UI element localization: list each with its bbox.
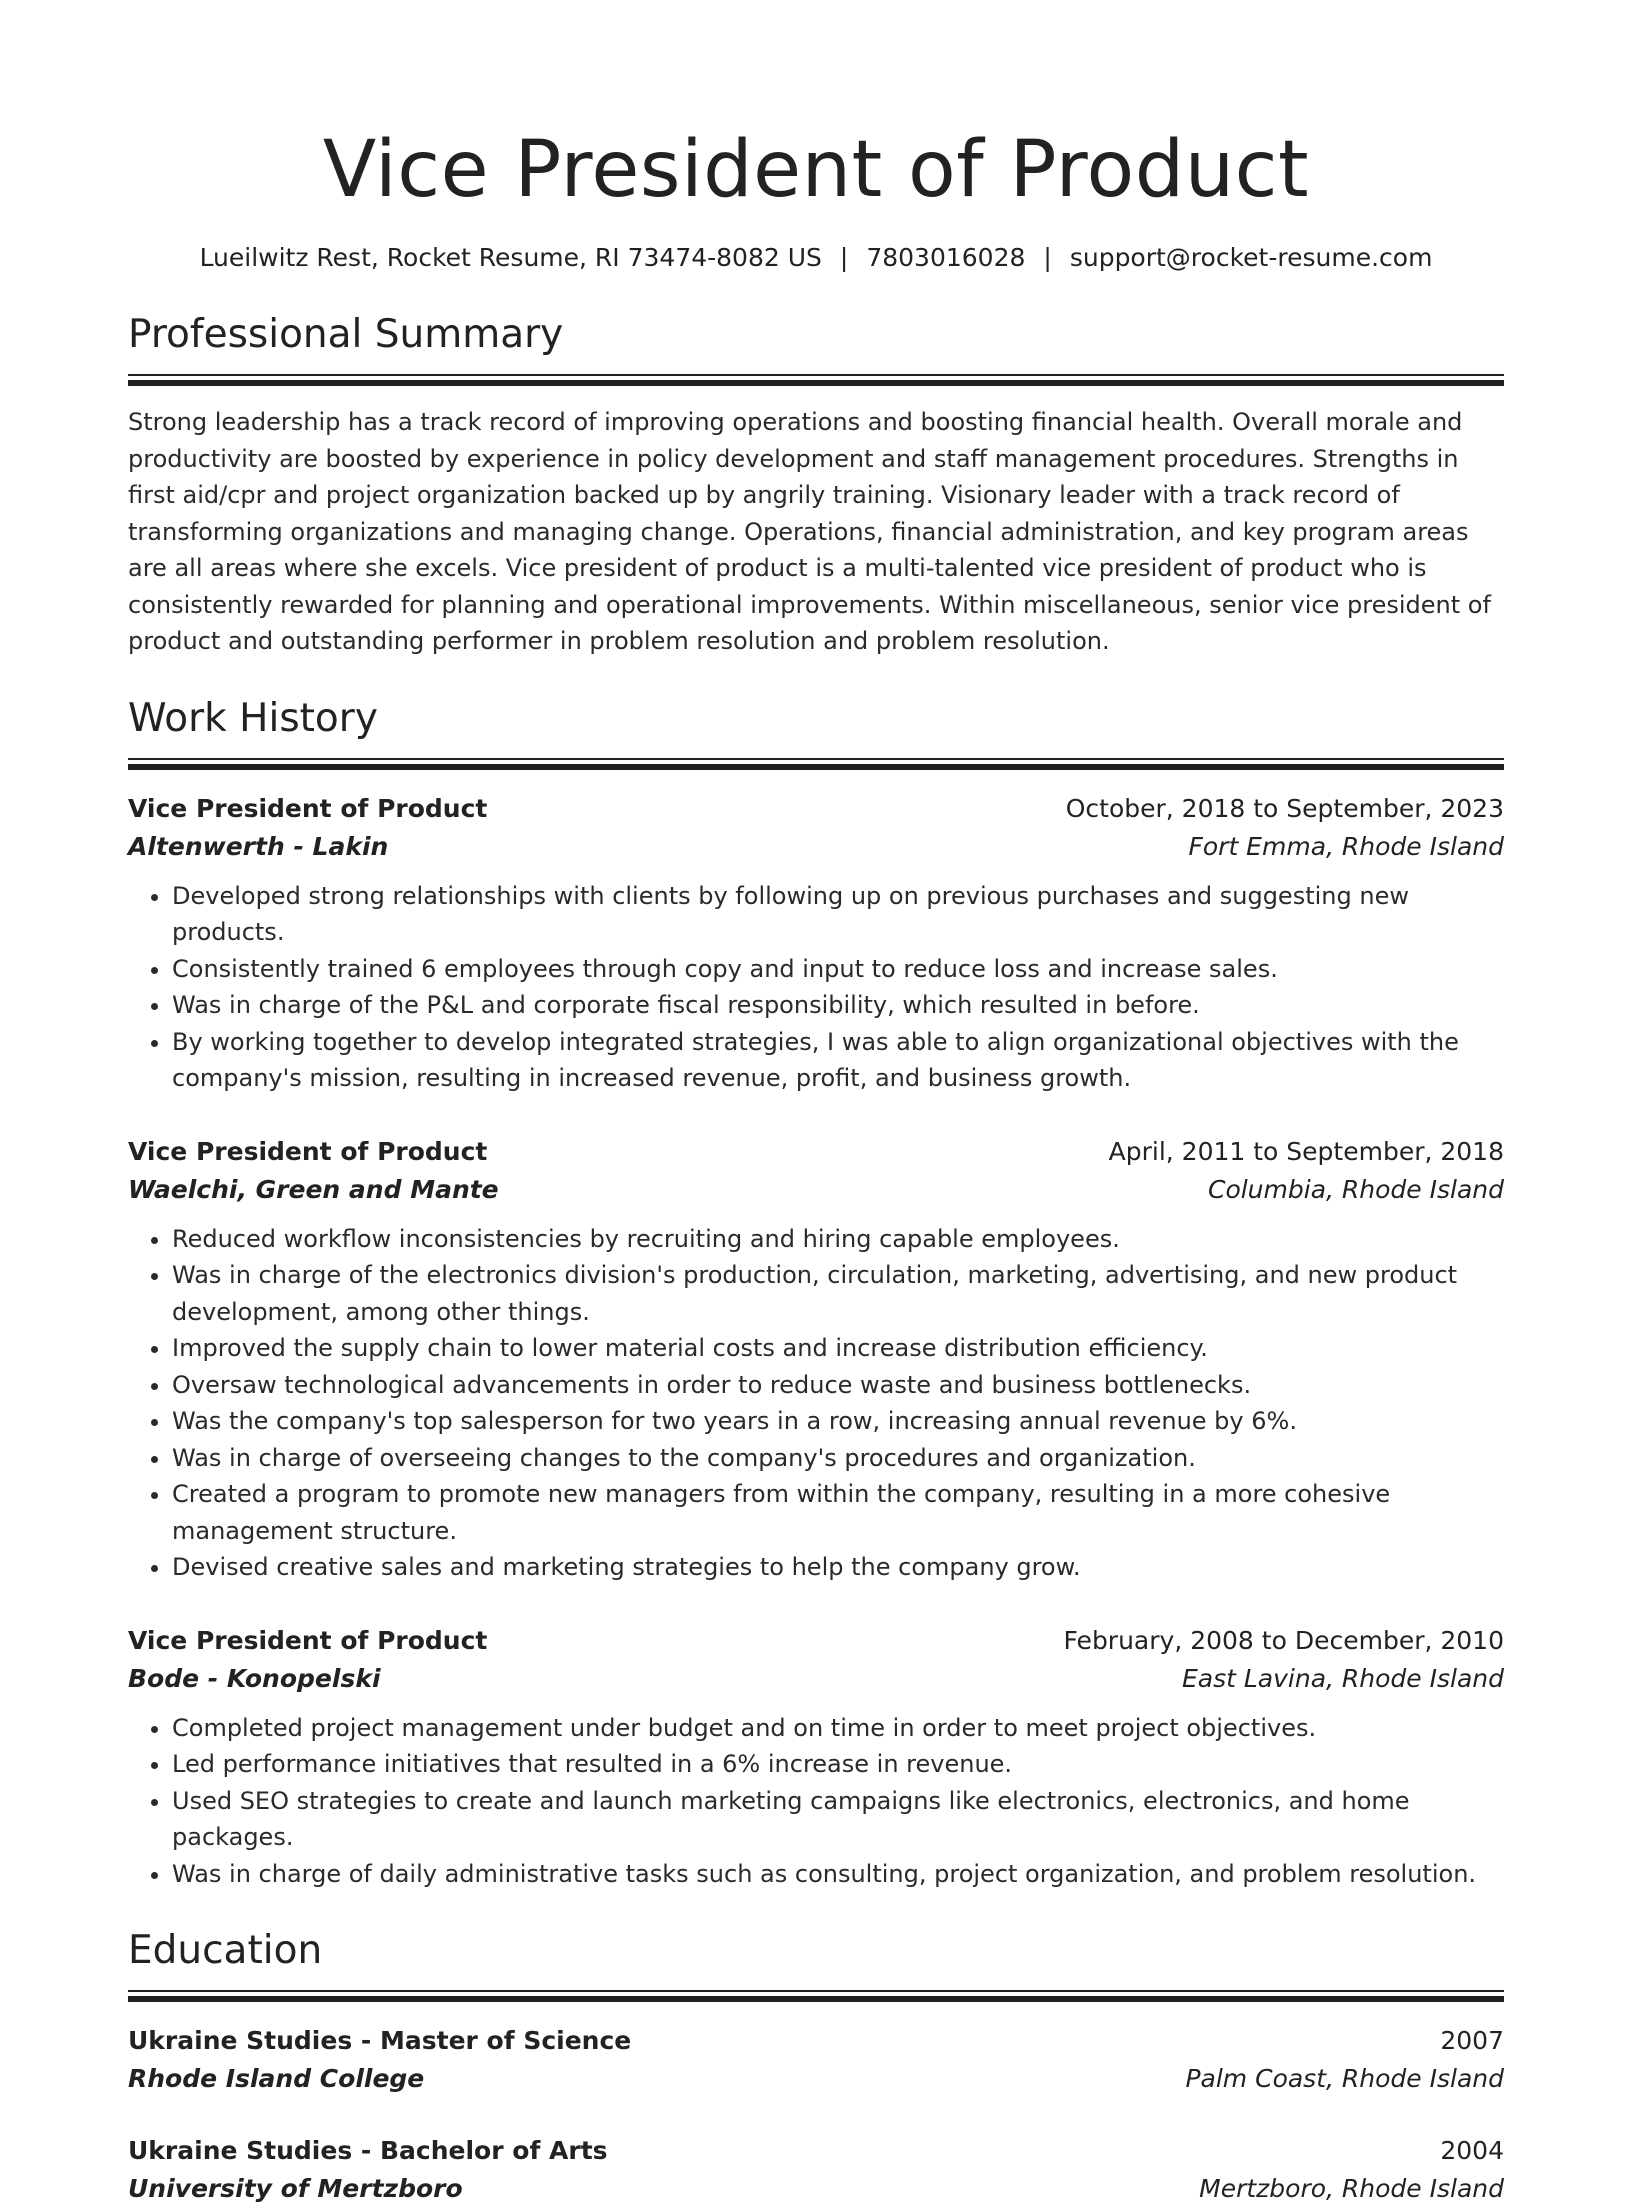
job-bullet: • Created a program to promote new managers from within the company, resulting in a more cohesive management structure. bbox=[172, 1476, 1504, 1549]
contact-phone: 7803016028 bbox=[866, 243, 1026, 272]
job-bullet: • Devised creative sales and marketing strategies to help the company grow. bbox=[172, 1549, 1504, 1586]
education-location: Palm Coast, Rhode Island bbox=[1185, 2064, 1504, 2093]
education-degree: Ukraine Studies - Master of Science bbox=[128, 2026, 632, 2055]
job-bullet: • Was in charge of overseeing changes to the company's procedures and organization. bbox=[172, 1440, 1504, 1477]
education-year: 2007 bbox=[1440, 2026, 1504, 2055]
education-degree: Ukraine Studies - Bachelor of Arts bbox=[128, 2136, 608, 2165]
job-bullet: • Used SEO strategies to create and launch marketing campaigns like electronics, electronics, and home packages. bbox=[172, 1783, 1504, 1856]
section-title: Professional Summary bbox=[128, 312, 564, 357]
job-bullet: • Was in charge of daily administrative tasks such as consulting, project organization, and problem resolution. bbox=[172, 1856, 1504, 1893]
work-history-section bbox=[128, 694, 1504, 1893]
contact-line bbox=[128, 240, 1504, 276]
summary-text: Strong leadership has a track record of improving operations and boosting financial health. Overall morale and productivity are boosted by experience in policy development and staff management procedures. Strengths in first aid/cpr and project organization backed up by angrily training. Visionary leader with a track record of transforming organizations and managing change. Operations, financial administration, and key program areas are all areas where she excels. Vice president of product is a multi-talented vice president of product who is consistently rewarded for planning and operational improvements. Within miscellaneous, senior vice president of product and outstanding performer in problem resolution and problem resolution. bbox=[128, 408, 1491, 655]
job-entry bbox=[128, 1622, 1504, 1893]
education-school: Rhode Island College bbox=[128, 2064, 425, 2093]
job-bullet: • Reduced workflow inconsistencies by recruiting and hiring capable employees. bbox=[172, 1221, 1504, 1258]
education-section bbox=[128, 1926, 1504, 2208]
section-divider bbox=[128, 374, 1504, 386]
contact-separator: | bbox=[1043, 243, 1052, 272]
job-title: Vice President of Product bbox=[128, 1136, 488, 1166]
education-entry bbox=[128, 2022, 1504, 2098]
job-bullet: • Oversaw technological advancements in order to reduce waste and business bottlenecks. bbox=[172, 1367, 1504, 1404]
job-company: Waelchi, Green and Mante bbox=[128, 1174, 499, 1204]
job-dates: April, 2011 to September, 2018 bbox=[1108, 1136, 1504, 1166]
job-bullet: • Was in charge of the P&L and corporate fiscal responsibility, which resulted in before. bbox=[172, 987, 1504, 1024]
job-entry bbox=[128, 1133, 1504, 1586]
job-bullets bbox=[128, 1710, 1504, 1893]
job-dates: February, 2008 to December, 2010 bbox=[1063, 1625, 1504, 1655]
job-bullet: • Completed project management under budget and on time in order to meet project objectives. bbox=[172, 1710, 1504, 1747]
job-bullet: • Developed strong relationships with clients by following up on previous purchases and suggesting new products. bbox=[172, 878, 1504, 951]
education-school: University of Mertzboro bbox=[128, 2174, 463, 2203]
job-company: Bode - Konopelski bbox=[128, 1663, 381, 1693]
job-entry bbox=[128, 790, 1504, 1097]
job-bullet: • Led performance initiatives that resulted in a 6% increase in revenue. bbox=[172, 1746, 1504, 1783]
contact-address: Lueilwitz Rest, Rocket Resume, RI 73474-8082 US bbox=[199, 243, 822, 272]
education-location: Mertzboro, Rhode Island bbox=[1199, 2174, 1504, 2203]
job-location: Columbia, Rhode Island bbox=[1207, 1174, 1504, 1204]
section-title: Work History bbox=[128, 695, 378, 741]
education-entry bbox=[128, 2132, 1504, 2208]
job-bullets bbox=[128, 878, 1504, 1097]
section-divider bbox=[128, 758, 1504, 770]
job-bullet: • Was the company's top salesperson for two years in a row, increasing annual revenue by 6%. bbox=[172, 1403, 1504, 1440]
job-bullet: • Consistently trained 6 employees through copy and input to reduce loss and increase sales. bbox=[172, 951, 1504, 988]
job-dates: October, 2018 to September, 2023 bbox=[1065, 793, 1504, 823]
job-title: Vice President of Product bbox=[128, 1625, 488, 1655]
section-divider bbox=[128, 1990, 1504, 2002]
contact-email: support@rocket-resume.com bbox=[1069, 243, 1433, 272]
resume-name: Vice President of Product bbox=[322, 125, 1310, 215]
job-location: East Lavina, Rhode Island bbox=[1181, 1663, 1504, 1693]
job-bullet: • By working together to develop integrated strategies, I was able to align organizational objectives with the company's mission, resulting in increased revenue, profit, and business growth. bbox=[172, 1024, 1504, 1097]
section-title: Education bbox=[128, 1928, 323, 1973]
education-year: 2004 bbox=[1440, 2136, 1504, 2165]
job-bullet: • Was in charge of the electronics division's production, circulation, marketing, advertising, and new product development, among other things. bbox=[172, 1257, 1504, 1330]
job-company: Altenwerth - Lakin bbox=[128, 831, 389, 861]
contact-separator: | bbox=[839, 243, 849, 272]
job-title: Vice President of Product bbox=[128, 793, 488, 823]
summary-section bbox=[128, 310, 1504, 660]
job-bullet: • Improved the supply chain to lower material costs and increase distribution efficiency. bbox=[172, 1330, 1504, 1367]
job-bullets bbox=[128, 1221, 1504, 1586]
job-location: Fort Emma, Rhode Island bbox=[1188, 831, 1504, 861]
